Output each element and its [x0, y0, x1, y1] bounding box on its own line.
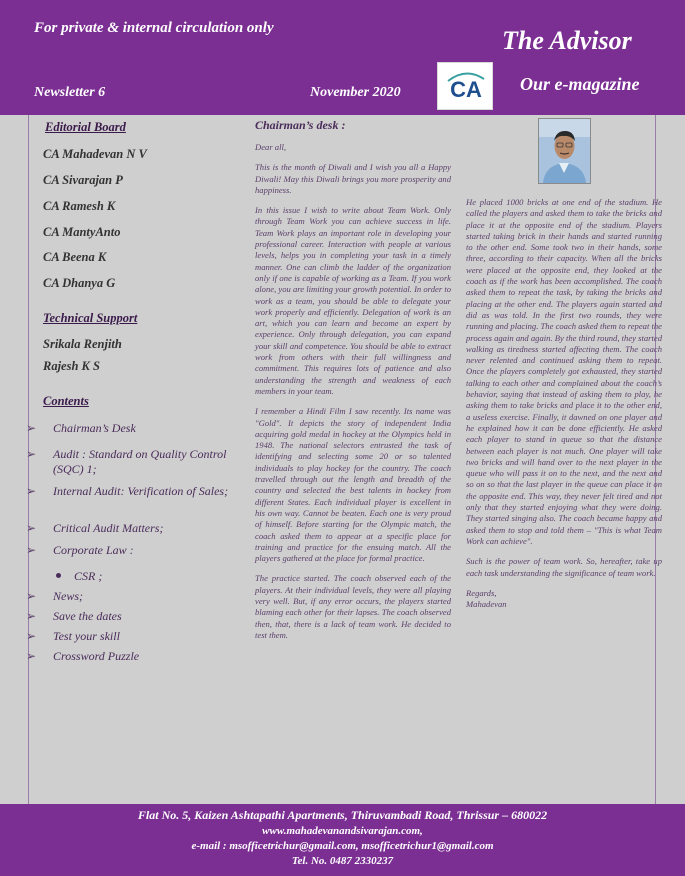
toc-item[interactable]: ➢ Audit : Standard on Quality Control (SQC) 1;	[26, 447, 227, 476]
article-paragraph: I remember a Hindi Film I saw recently. Its name was "Gold". It depicts the story of independent India acquiring gold medal in hockey at the Olympics held in 1948. The national selectors entrusted the task of identifying and selecting some 20 or so talented individuals to play hockey for the country. The coach travelled through out the length and breadth of the country and selected the best talents in hockey from different States. Each individual player is excellent in his own way. Cannot be beaten. Each one is very proud of himself. Before starting for the Olympic match, the coach asked them to appear at a specific place for training and practice for the ensuing match. All the players gathered at the place for formal practice.	[255, 406, 451, 564]
technical-member: Rajesh K S	[43, 359, 100, 373]
article-column-1	[255, 142, 451, 650]
article-author: Mahadevan	[466, 599, 507, 610]
arrow-icon: ➢	[26, 421, 37, 435]
editorial-board-heading: Editorial Board	[45, 120, 126, 134]
toc-subitem[interactable]: CSR ;	[56, 569, 102, 584]
arrow-icon: ➢	[26, 609, 37, 623]
arrow-icon: ➢	[26, 649, 37, 663]
article-paragraph: Dear all,	[255, 142, 287, 152]
article-paragraph: The practice started. The coach observed each of the players. At their individual levels, they were all playing very well. But, if any error occurs, the players started blaming each other for their lapses. The coach observed then, that, there is a lack of team work. He decided to test them.	[255, 573, 451, 640]
footer-address: Flat No. 5, Kaizen Ashtapathi Apartments, Thiruvambadi Road, Thrissur – 680022	[137, 808, 548, 822]
article-heading: Chairman’s desk :	[255, 118, 346, 132]
article-column-2	[466, 197, 662, 619]
toc-item[interactable]: ➢ Test your skill	[26, 629, 120, 643]
footer	[0, 804, 685, 876]
footer-email[interactable]: e-mail : msofficetrichur@gmail.com, msofficetrichur1@gmail.com	[191, 840, 494, 852]
editorial-member: CA Beena K	[43, 250, 107, 264]
toc-item[interactable]: ➢ Chairman’s Desk	[26, 421, 136, 435]
arrow-icon: ➢	[26, 589, 37, 603]
editorial-member: CA MantyAnto	[43, 225, 121, 239]
toc-item[interactable]: ➢ Crossword Puzzle	[26, 649, 140, 663]
footer-website[interactable]: www.mahadevanandsivarajan.com,	[262, 825, 423, 837]
issue-date: November 2020	[310, 85, 401, 100]
article-paragraph: This is the month of Diwali and I wish you all a Happy Diwali! May this Diwali brings you more prosperity and happiness.	[255, 162, 451, 195]
arrow-icon: ➢	[26, 629, 37, 643]
arrow-icon: ➢	[26, 521, 37, 535]
logo-text: CA	[450, 77, 482, 102]
technical-support-heading: Technical Support	[43, 311, 138, 325]
arrow-icon: ➢	[26, 447, 37, 461]
magazine-subtitle: Our e-magazine	[520, 74, 640, 94]
article-paragraph: In this issue I wish to write about Team Work. Only through Team Work you can achieve success in life. Team Work plays an important role in developing your professional career. Interaction with people at various levels, helps you in completing your task in a timely manner. One can climb the ladder of the organization only if one is capable of working as a Team. If you work alone, you are limiting your growth potential. In order to work as a team, you should be able to delegate your work properly and efficiently. Delegation of work is an art, which you can learn and become an expert by experience. Only through delegation, you can expand your skill and competence. You should be able to extract work from others with their full willingness and commitment. This requires lots of patience and also understanding the strength and weakness of each members in your team.	[255, 205, 451, 396]
arrow-icon: ➢	[26, 484, 37, 498]
bullet-icon	[56, 573, 61, 578]
editorial-member: CA Mahadevan N V	[43, 147, 147, 161]
circulation-notice: For private & internal circulation only	[34, 20, 274, 36]
chairman-photo	[538, 118, 591, 184]
magazine-title: The Advisor	[502, 26, 632, 55]
newsletter-number: Newsletter 6	[34, 85, 106, 100]
arrow-icon: ➢	[26, 543, 37, 557]
article-paragraph: Such is the power of team work. So, hereafter, take up each task understanding the significance of team work.	[466, 556, 662, 578]
ca-logo	[437, 62, 493, 110]
toc-item[interactable]: ➢ Corporate Law :	[26, 543, 134, 557]
editorial-member: CA Sivarajan P	[43, 173, 123, 187]
article-signoff: Regards,	[466, 587, 497, 598]
toc-item[interactable]: ➢ Internal Audit: Verification of Sales;	[26, 484, 229, 498]
technical-member: Srikala Renjith	[43, 337, 122, 351]
article-paragraph: He placed 1000 bricks at one end of the stadium. He called the players and asked them to take the bricks and place it at the opposite end of the stadium. Players started taking brick in their hands and started running to the other end. Some took two in their hands, some three, according to their capacity. When all the bricks were placed at the opposite end, they looked at the coach as if the work has been accomplished. The coach asked them to repeat the task, by taking the bricks and placing at the other end. The players again started and did as was told. In the first two rounds, they were running and placing. The coach asked them to repeat the process again and again. By the third round, they started walking as tiredness started affecting them. The coach never relented and continued asking them to repeat. Once the players completely got exhausted, they started talking to each other and complained about the coach’s behavior, saying that instead of asking them to play, he asking them to take bricks and place it to the other end, a useless exercise. Finally, it dawned on one player and he explained how it can be done efficiently. He asked each player to stand in queue so that the distance between each player is not much. One player will take two bricks and will hand over to the next player in the queue who will pass it on to the next, and the next and so on so that the last player in the queue can place it on the opposite end. This way, they never felt tired and not only that they started enjoying what they were doing. They started singing also. The coach became happy and asked them to stop and told them – "This is what Team Work can achieve".	[466, 197, 662, 546]
toc-item[interactable]: ➢ Critical Audit Matters;	[26, 521, 164, 535]
editorial-member: CA Dhanya G	[43, 276, 116, 290]
editorial-member: CA Ramesh K	[43, 199, 116, 213]
toc-item[interactable]: ➢ Save the dates	[26, 609, 122, 623]
footer-phone: Tel. No. 0487 2330237	[291, 855, 394, 867]
toc-item[interactable]: ➢ News;	[26, 589, 83, 603]
contents-heading: Contents	[43, 394, 89, 408]
